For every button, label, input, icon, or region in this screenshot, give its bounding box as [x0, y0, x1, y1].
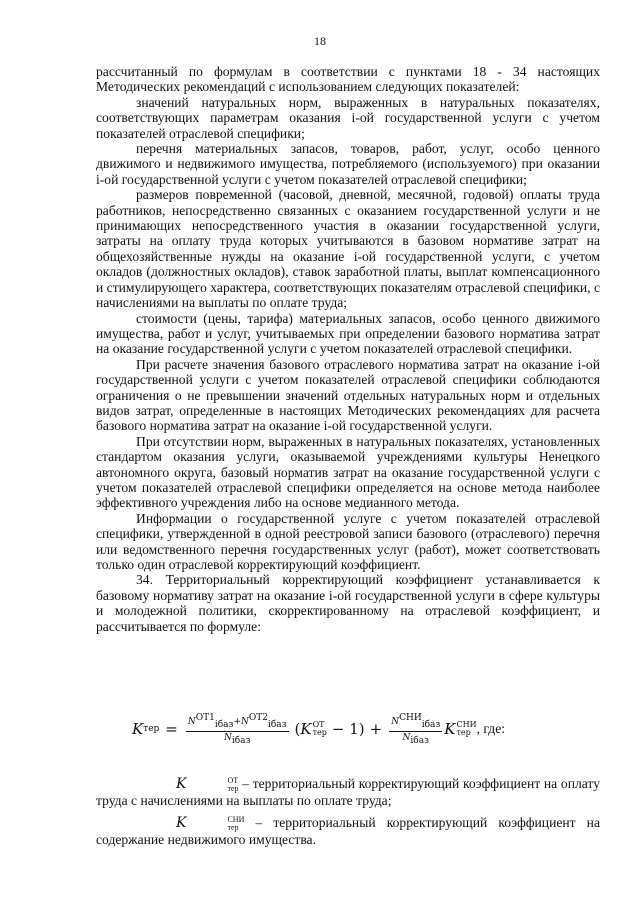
paren-close: )	[358, 720, 365, 738]
formula-fraction-2	[389, 713, 442, 746]
paragraph: значений натуральных норм, выраженных в натуральных показателях, соответствующих параметрам оказания i-ой государственной услуги с учетом показателей отраслевой специфики;	[96, 94, 600, 141]
formula-k-sni: K	[444, 720, 456, 738]
plus-sign: +	[369, 720, 383, 738]
paragraph: 34. Территориальный корректирующий коэффициент устанавливается к базовому нормативу затрат на оказание i-ой государственной услуги в сфере культуры и молодежной политики, скорректированному на отраслевой коэффициент, и рассчитывается по формуле:	[96, 572, 600, 634]
paragraph: При расчете значения базового отраслевого норматива затрат на оказание i-ой государственной услуги с учетом показателей отраслевой специфики соблюдаются ограничения о не превышении значений отдельных натуральных норм и отдельных видов затрат, определенные в настоящих Методических рекомендациях для расчета базового норматива затрат на оказание i-ой государственной услуги.	[96, 356, 600, 434]
paragraph: При отсутствии норм, выраженных в натуральных показателях, установленных стандартом оказания услуги, оказываемой учреждениями культуры Ненецкого автономного округа, базовый норматив затрат на оказание государственной услуги с учетом показателей отраслевой специфики определяется на основе метода наиболее эффективного учреждения либо на основе медианного метода.	[96, 433, 600, 511]
formula-k-ot-indices: ОТ тер	[312, 720, 327, 737]
formula-lhs: K	[132, 720, 144, 738]
page-number: 18	[314, 34, 326, 48]
paragraph: Информации о государственной услуге с учетом показателей отраслевой специфики, утвержденной в одной реестровой записи базового (отраслевого) перечня или ведомственного перечня государственных услуг (работ), может соответствовать только один отраслевой корректирующий коэффициент.	[96, 510, 600, 572]
body-text	[96, 64, 600, 634]
paragraph: размеров повременной (часовой, дневной, месячной, годовой) оплаты труда работников, непосредственно связанных с оказанием государственной услуги и не принимающих непосредственного участия в оказании государственной услуги, затраты на оплату труда которых учитываются в базовом нормативе затрат на общехозяйственные нужды на оказание i-ой государственной услуги, с учетом окладов (должностных окладов), ставок заработной платы, выплат компенсационного и стимулирующего характера, соответствующих показателям отраслевой специфики, с начислениями на выплаты по оплате труда;	[96, 187, 600, 311]
paragraph: стоимости (цены, тарифа) материальных запасов, особо ценного движимого имущества, работ и услуг, учитываемых при определении базового норматива затрат на оказание государственной услуги с учетом показателей отраслевой специфики.	[96, 310, 600, 357]
definition-k-sni: K СНИ тер – территориальный корректирующий коэффициент на содержание недвижимого имущества.	[96, 814, 600, 847]
formula-k-ot: K	[300, 720, 312, 738]
paren-open: (	[294, 720, 301, 738]
territorial-coefficient-formula	[132, 708, 505, 750]
paragraph: перечня материальных запасов, товаров, работ, услуг, особо ценного движимого и недвижимого имущества, потребляемого (используемого) при оказании i-ой государственной услуги с учетом показателей отраслевой специфики;	[96, 141, 600, 187]
minus-one: − 1	[331, 720, 359, 738]
fraction-1-denominator: $N_{iбаз}$	[223, 732, 251, 746]
equals-sign: =	[165, 720, 178, 738]
formula-definitions	[96, 776, 600, 854]
formula-fraction-1	[186, 713, 289, 746]
definition-k-ot: K ОТ тер – территориальный корректирующий коэффициент на оплату труда с начислениями на выплаты по оплате труда;	[96, 775, 600, 808]
fraction-1-numerator: $N^{ОТ1}_{iбаз}+N^{ОТ2}_{iбаз}$	[187, 712, 287, 730]
paragraph: рассчитанный по формулам в соответствии с пунктами 18 - 34 настоящих Методических рекомендаций с использованием следующих показателей:	[96, 64, 600, 95]
fraction-2-denominator: $N_{iбаз}$	[402, 732, 429, 746]
formula-k-sni-indices: СНИ тер	[456, 720, 477, 737]
formula-lhs-sub: тер	[143, 724, 160, 734]
fraction-2-numerator: $N^{СНИ}_{iбаз}$	[391, 712, 441, 730]
formula-suffix: , где:	[476, 721, 505, 736]
